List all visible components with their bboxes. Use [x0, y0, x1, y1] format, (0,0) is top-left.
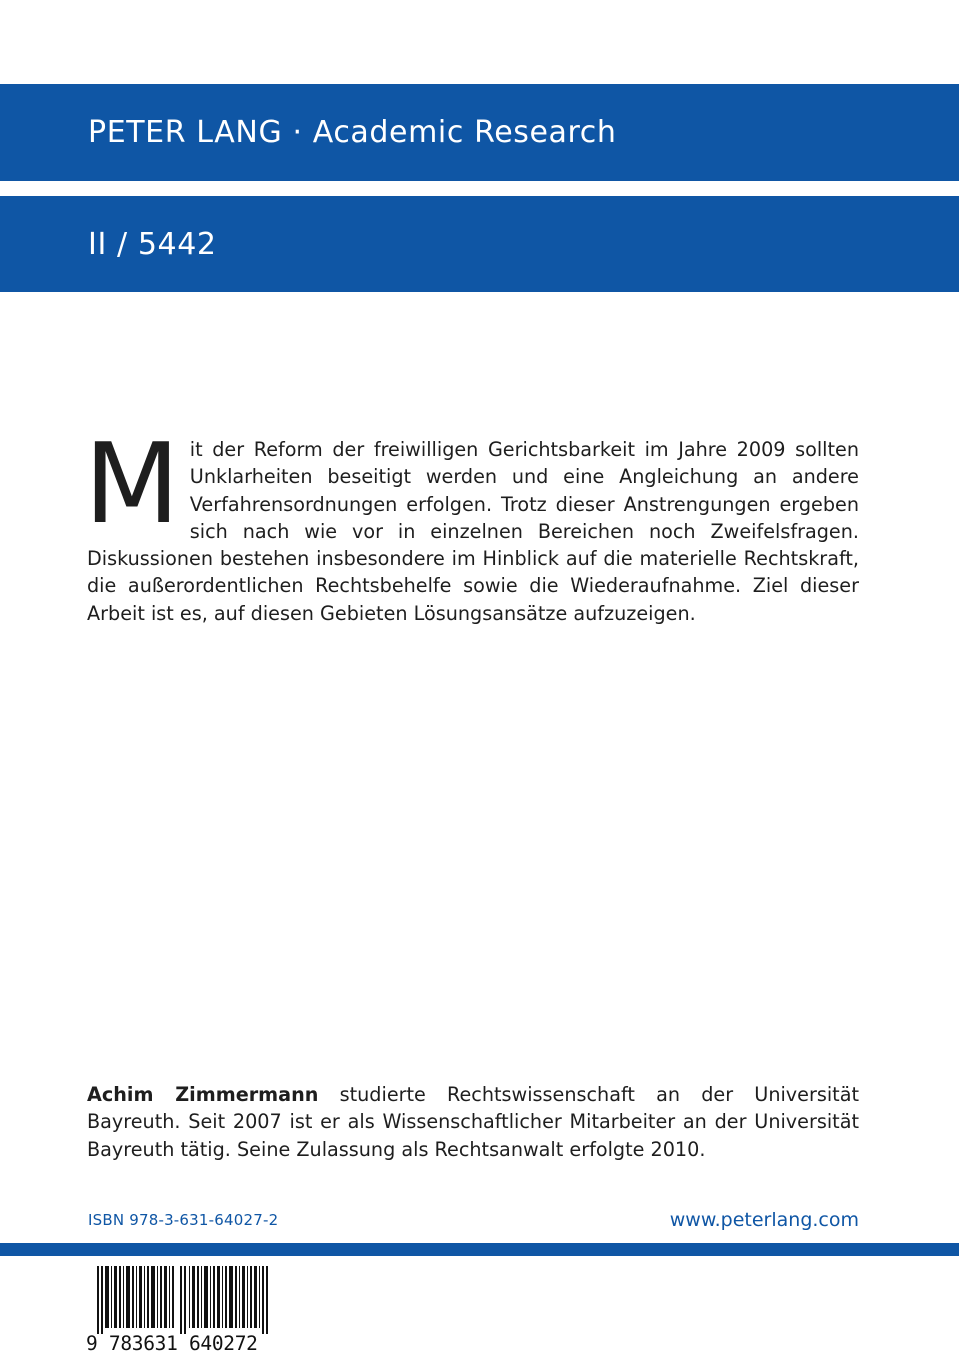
drop-cap: M: [84, 420, 180, 549]
barcode: [86, 1266, 280, 1358]
barcode-bars: [86, 1266, 280, 1336]
bottom-rule: [0, 1243, 959, 1256]
author-bio-text: studierte Rechtswissenschaft an der Universität Bayreuth. Seit 2007 ist er als Wissenschaftlicher Mitarbeiter an der Universität Bayreuth tätig. Seine Zulassung als Rechtsanwalt erfolgte 2010.: [87, 1083, 859, 1161]
website-link[interactable]: www.peterlang.com: [669, 1209, 859, 1231]
series-number: II / 5442: [88, 227, 217, 262]
author-bio: [87, 1081, 859, 1163]
barcode-digits: 9 783631 640272: [86, 1332, 258, 1355]
isbn: ISBN 978-3-631-64027-2: [88, 1211, 279, 1229]
series-banner: [0, 196, 959, 292]
abstract-body: it der Reform der freiwilligen Gerichtsbarkeit im Jahre 2009 sollten Unklarheiten beseitigt werden und eine Angleichung an andere Verfahrensordnungen erfolgen. Trotz dieser Anstrengungen ergeben sich nach wie vor in einzelnen Bereichen noch Zweifelsfragen. Diskussionen bestehen insbesondere im Hinblick auf die materielle Rechtskraft, die außerordentlichen Rechtsbehelfe sowie die Wiederaufnahme. Ziel dieser Arbeit ist es, auf diesen Gebieten Lösungsansätze aufzuzeigen.: [87, 438, 859, 625]
publisher-line: PETER LANG · Academic Research: [88, 115, 617, 150]
author-name: Achim Zimmermann: [87, 1083, 319, 1106]
publisher-banner: [0, 84, 959, 181]
abstract-text: [84, 420, 859, 627]
